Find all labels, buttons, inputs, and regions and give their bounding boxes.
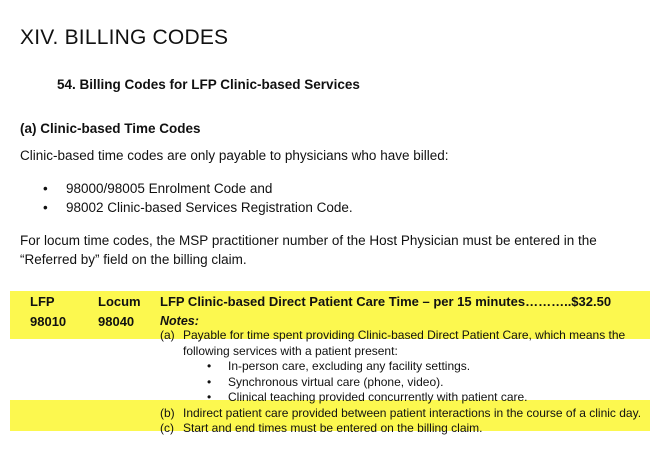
list-item-text: Synchronous virtual care (phone, video). <box>228 374 444 389</box>
note-item-b <box>160 406 650 422</box>
fee-item-title: LFP Clinic-based Direct Patient Care Time – per 15 minutes………..$32.50 <box>160 294 612 309</box>
list-item <box>206 359 650 375</box>
note-marker: (c) <box>160 421 174 435</box>
note-text: Payable for time spent providing Clinic-based Direct Patient Care, which means the following services with a patient present: <box>183 328 626 358</box>
subsection-title: 54. Billing Codes for LFP Clinic-based Services <box>57 77 360 92</box>
lfp-column-header: LFP <box>30 294 55 309</box>
time-codes-heading: (a) Clinic-based Time Codes <box>20 121 201 136</box>
prerequisite-list <box>40 179 353 217</box>
note-text: Indirect patient care provided between patient interactions in the course of a clinic day. <box>183 405 642 420</box>
notes-list <box>160 328 650 437</box>
locum-note: For locum time codes, the MSP practitioner number of the Host Physician must be entered in the “Referred by” field on the billing claim. <box>20 233 597 267</box>
list-item <box>206 390 650 406</box>
lfp-fee-code: 98010 <box>30 314 67 329</box>
locum-fee-code: 98040 <box>98 314 135 329</box>
list-item <box>40 179 353 198</box>
list-item-text: 98002 Clinic-based Services Registration Code. <box>66 200 353 215</box>
bullet-icon: • <box>43 181 48 196</box>
list-item-text: In-person care, excluding any facility settings. <box>228 359 471 373</box>
bullet-icon: • <box>43 200 48 215</box>
bullet-icon: • <box>207 359 212 373</box>
note-item-c <box>160 421 650 437</box>
bullet-icon: • <box>207 390 212 404</box>
locum-column-header: Locum <box>98 294 141 309</box>
intro-text: Clinic-based time codes are only payable to physicians who have billed: <box>20 148 449 163</box>
list-item <box>40 198 353 217</box>
note-marker: (a) <box>160 328 175 342</box>
note-sub-list <box>183 359 650 406</box>
notes-label: Notes: <box>160 314 199 328</box>
note-marker: (b) <box>160 405 175 420</box>
bullet-icon: • <box>207 374 212 389</box>
list-item-text: 98000/98005 Enrolment Code and <box>66 181 273 196</box>
note-item-a <box>160 328 650 406</box>
section-title: XIV. BILLING CODES <box>20 26 229 49</box>
list-item <box>206 375 650 391</box>
note-text: Start and end times must be entered on the billing claim. <box>183 421 483 435</box>
list-item-text: Clinical teaching provided concurrently with patient care. <box>228 390 528 404</box>
